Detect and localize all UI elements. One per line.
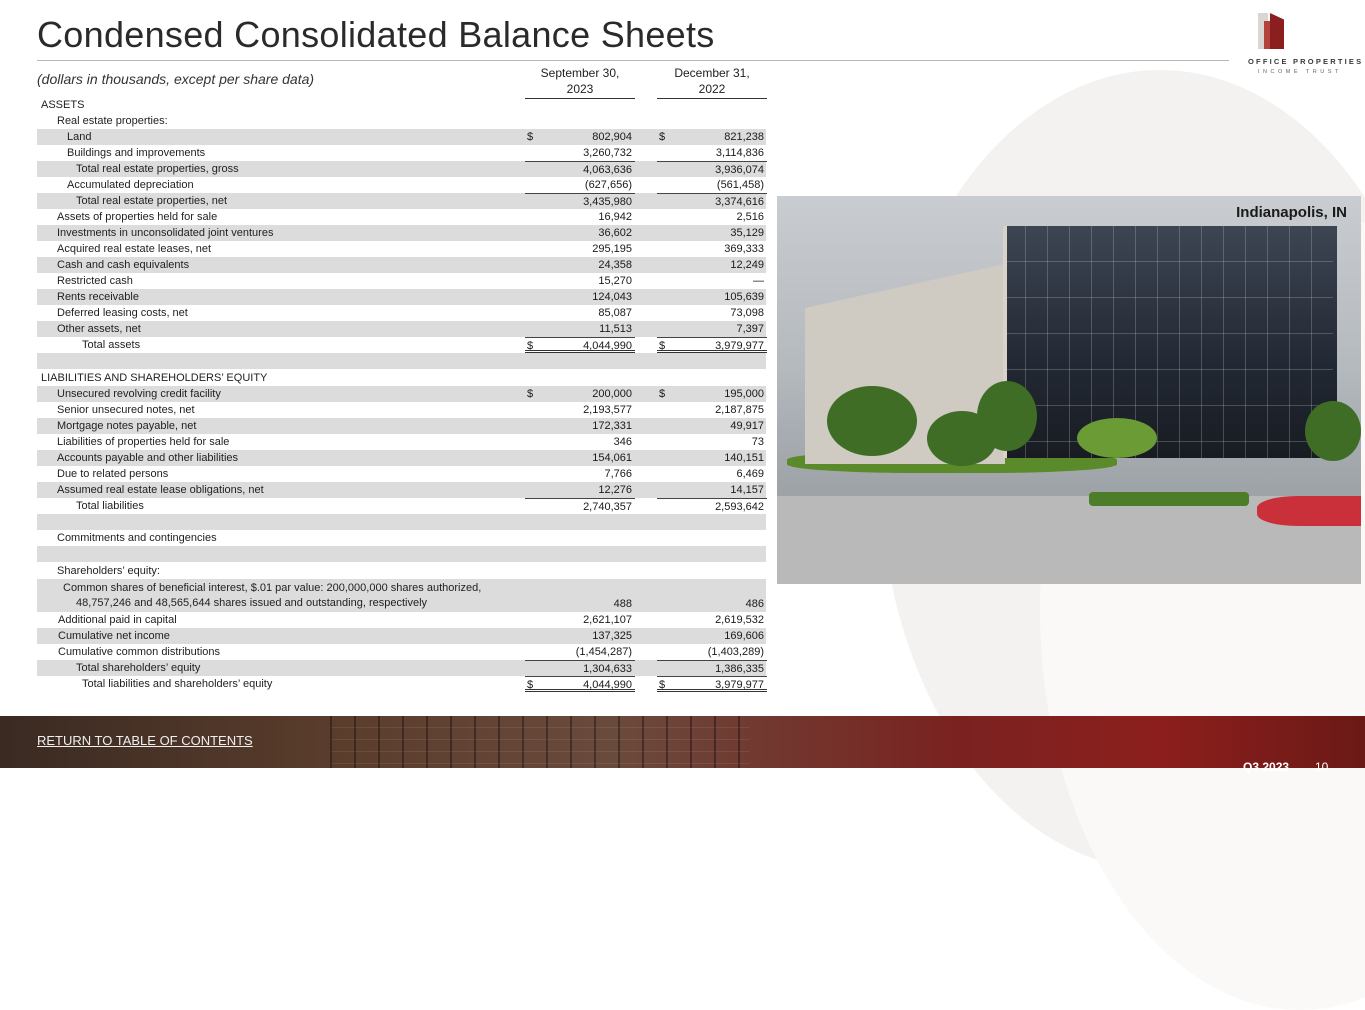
table-row: Restricted cash 15,270 — xyxy=(57,275,764,287)
subsection-header: Shareholders’ equity: xyxy=(57,565,160,577)
table-row: Buildings and improvements 3,260,732 3,114,836 xyxy=(67,147,764,159)
table-row: Investments in unconsolidated joint ventures 36,602 35,129 xyxy=(37,225,766,241)
table-row: Other assets, net 11,513 7,397 xyxy=(37,321,766,337)
table-row: Cash and cash equivalents 24,358 12,249 xyxy=(37,257,766,273)
spacer-row xyxy=(37,514,766,530)
table-row: Land $ 802,904 $ 821,238 xyxy=(37,129,766,145)
logo-text: OFFICE PROPERTIES xyxy=(1248,57,1364,66)
company-logo xyxy=(1248,13,1364,75)
footer-bar xyxy=(0,716,1365,774)
spacer-row xyxy=(37,546,766,562)
table-row: Cumulative common distributions (1,454,287) (1,403,289) xyxy=(58,646,764,658)
table-row: Senior unsecured notes, net 2,193,577 2,187,875 xyxy=(57,404,764,416)
logo-subtext: INCOME TRUST xyxy=(1258,69,1342,75)
title-divider xyxy=(37,60,1229,61)
section-header: ASSETS xyxy=(41,99,85,111)
table-row: Commitments and contingencies xyxy=(57,532,217,544)
table-row: Accounts payable and other liabilities 154,061 140,151 xyxy=(37,450,766,466)
table-row: Assets of properties held for sale 16,942 2,516 xyxy=(57,211,764,223)
page-number: 10 xyxy=(1315,760,1329,774)
table-row-total: Total liabilities 2,740,357 2,593,642 xyxy=(37,498,766,514)
table-row: Assumed real estate lease obligations, net 12,276 14,157 xyxy=(37,482,766,498)
spacer-row xyxy=(37,353,766,369)
table-row-grand-total: Total liabilities and shareholders’ equity $ 4,044,990 $ 3,979,977 xyxy=(37,676,766,692)
table-row: Common shares of beneficial interest, $.01 par value: 200,000,000 shares authorized, 48,757,246 and 48,565,644 shares issued and outstanding, respectively 488 486 xyxy=(37,579,766,612)
table-row-total: Total assets $ 4,044,990 $ 3,979,977 xyxy=(37,337,766,353)
table-row: Cumulative net income 137,325 169,606 xyxy=(37,628,766,644)
table-row: Rents receivable 124,043 105,639 xyxy=(37,289,766,305)
table-row: Deferred leasing costs, net 85,087 73,098 xyxy=(57,307,764,319)
section-header: LIABILITIES AND SHAREHOLDERS’ EQUITY xyxy=(41,372,268,384)
table-row: Due to related persons 7,766 6,469 xyxy=(57,468,764,480)
report-period: Q3 2023 xyxy=(1243,760,1290,774)
logo-mark-icon xyxy=(1258,13,1284,49)
table-row: Acquired real estate leases, net 295,195 369,333 xyxy=(57,243,764,255)
table-row: Accumulated depreciation (627,656) (561,458) xyxy=(67,179,764,191)
photo-caption: Indianapolis, IN xyxy=(1236,204,1347,221)
table-row: Unsecured revolving credit facility $ 200,000 $ 195,000 xyxy=(37,386,766,402)
property-photo xyxy=(777,196,1361,584)
column-header-sep-2023: September 30, 2023 xyxy=(525,65,635,99)
page-title: Condensed Consolidated Balance Sheets xyxy=(37,14,715,55)
table-row: Total real estate properties, gross 4,063,636 3,936,074 xyxy=(37,161,766,177)
units-note: (dollars in thousands, except per share data) xyxy=(37,71,315,87)
balance-sheet-table xyxy=(37,97,766,692)
table-row: Additional paid in capital 2,621,107 2,619,532 xyxy=(58,614,764,626)
column-header-dec-2022: December 31, 2022 xyxy=(657,65,767,99)
table-row: Total real estate properties, net 3,435,980 3,374,616 xyxy=(37,193,766,209)
return-to-contents-link[interactable]: RETURN TO TABLE OF CONTENTS xyxy=(37,733,253,748)
subsection-header: Real estate properties: xyxy=(57,115,168,127)
table-row: Mortgage notes payable, net 172,331 49,917 xyxy=(37,418,766,434)
table-row: Liabilities of properties held for sale 346 73 xyxy=(57,436,764,448)
table-row-total: Total shareholders’ equity 1,304,633 1,386,335 xyxy=(37,660,766,676)
footer-building-image xyxy=(330,716,750,768)
